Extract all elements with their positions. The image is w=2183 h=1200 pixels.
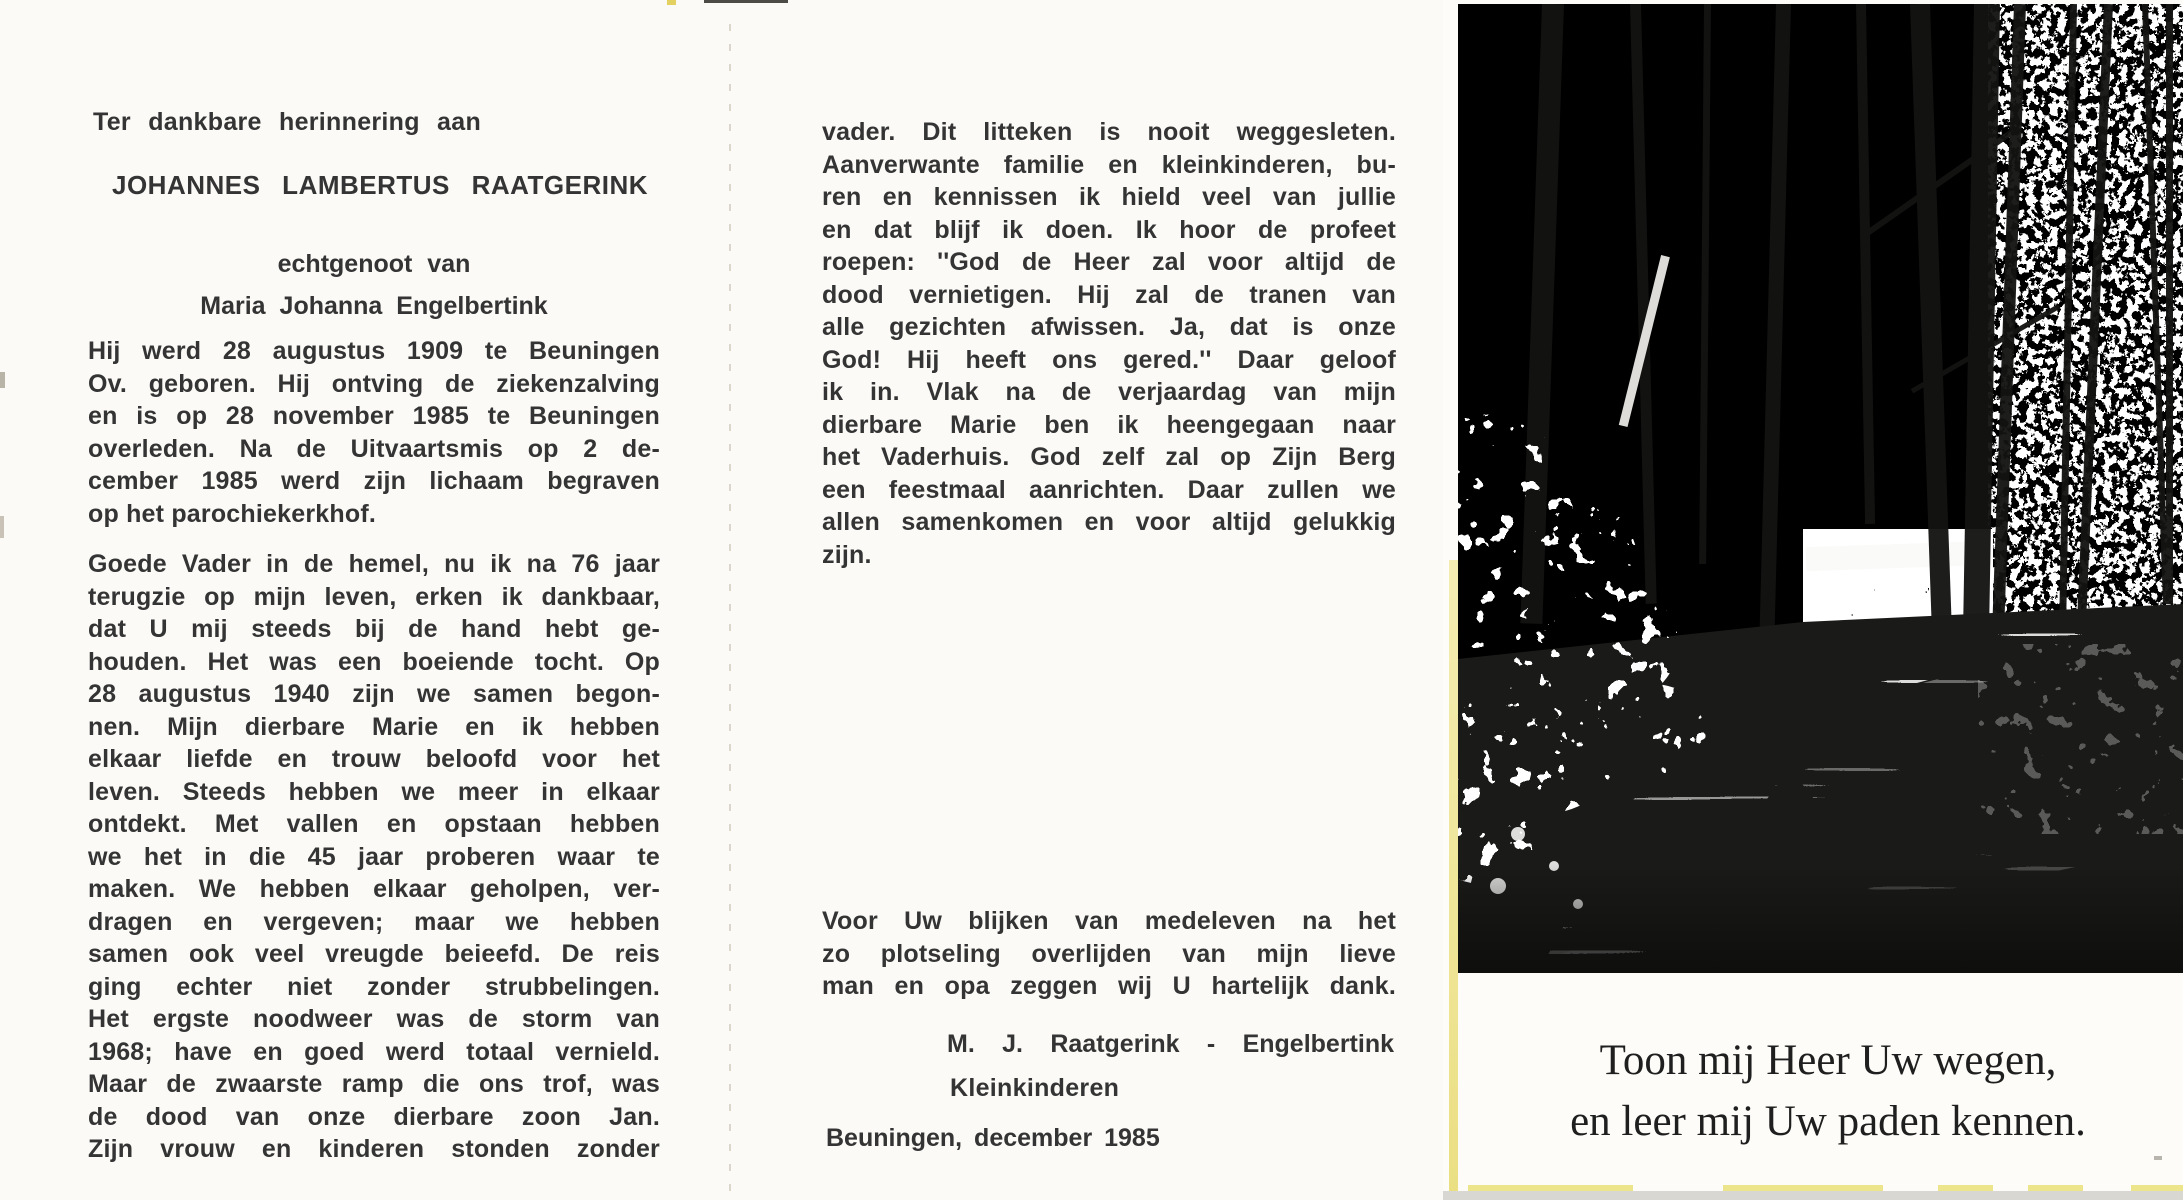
text-line: maken. We hebben elkaar geholpen, ver- (88, 875, 660, 903)
text-line: Voor Uw blijken van medeleven na het (822, 907, 1396, 935)
text-line: Ov. geboren. Hij ontving de ziekenzalving (88, 369, 660, 398)
dedication-line: Ter dankbare herinnering aan (93, 108, 482, 136)
scan-artifact-edge-tick (0, 372, 5, 388)
fold-crease-line (729, 24, 731, 1200)
farewell-paragraph (822, 116, 1396, 571)
biography-paragraph (88, 335, 660, 530)
text-line: allen samenkomen en voor altijd gelukkig (822, 508, 1396, 536)
card-edge-bottom-segment (1938, 1185, 1993, 1191)
card-edge-highlight (1449, 560, 1458, 1192)
text-line: man en opa zeggen wij U hartelijk dank. (822, 972, 1396, 1000)
caption-line-2: en leer mij Uw paden kennen. (1570, 1098, 2086, 1145)
text-line: en is op 28 november 1985 te Beuningen (88, 402, 660, 430)
text-line: Het ergste noodweer was de storm van (88, 1005, 660, 1033)
card-edge-bottom-segment (2028, 1185, 2083, 1191)
text-line: we het in die 45 jaar proberen waar te (88, 842, 660, 871)
text-line: roepen: ''God de Heer zal voor altijd de (822, 248, 1396, 276)
card-edge-bottom-segment (1723, 1185, 1883, 1191)
scan-strip (1443, 1191, 2183, 1200)
text-line: cember 1985 werd zijn lichaam begraven (88, 467, 660, 495)
text-line: en dat blijf ik doen. Ik hoor de profeet (822, 215, 1396, 244)
text-line: God! Hij heeft ons gered.'' Daar geloof (822, 345, 1396, 374)
place-date-line: Beuningen, december 1985 (826, 1124, 1160, 1152)
text-line: nen. Mijn dierbare Marie en ik hebben (88, 712, 660, 741)
signature-grandchildren: Kleinkinderen (950, 1074, 1120, 1102)
text-line: Aanverwante familie en kleinkinderen, bu- (822, 150, 1396, 179)
text-line: leven. Steeds hebben we meer in elkaar (88, 777, 660, 806)
signature-widow: M. J. Raatgerink - Engelbertink (947, 1030, 1394, 1058)
text-line: ik in. Vlak na de verjaardag van mijn (822, 378, 1396, 406)
text-line: dat U mij steeds bij de hand hebt ge- (88, 615, 660, 643)
text-line: vader. Dit litteken is nooit weggesleten. (822, 118, 1396, 146)
card-edge-bottom-segment (1468, 1185, 1633, 1191)
caption-line-1: Toon mij Heer Uw wegen, (1599, 1037, 2057, 1084)
text-line: samen ook veel vreugde beieefd. De reis (88, 940, 660, 968)
scan-artifact-top-line (704, 0, 788, 3)
life-retrospective-paragraph (88, 548, 660, 1166)
text-line: dierbare Marie ben ik heengegaan naar (822, 410, 1396, 439)
text-line: Zijn vrouw en kinderen stonden zonder (88, 1135, 660, 1163)
text-line: zijn. (822, 540, 872, 569)
photo-card-panel (1443, 0, 2183, 1200)
thanks-paragraph (822, 905, 1396, 1003)
text-line: ren en kennissen ik hield veel van jullie (822, 183, 1396, 211)
text-line: het Vaderhuis. God zelf zal op Zijn Berg (822, 443, 1396, 471)
relation-line: echtgenoot van (277, 250, 471, 278)
scan-artifact-dot (2154, 1156, 2162, 1160)
forest-path-photo (1458, 4, 2183, 973)
scan-artifact-edge-tick (0, 516, 4, 538)
photo-caption (1538, 1030, 2118, 1152)
text-line: terugzie op mijn leven, erken ik dankbaar, (88, 582, 660, 611)
text-line: 28 augustus 1940 zijn we samen begon- (88, 680, 660, 708)
text-line: ging echter niet zonder strubbelingen. (88, 972, 660, 1001)
text-line: dood vernietigen. Hij zal de tranen van (822, 280, 1396, 309)
scan-artifact-speck (667, 0, 676, 5)
text-line: ontdekt. Met vallen en opstaan hebben (88, 810, 660, 838)
text-line: op het parochiekerkhof. (88, 499, 376, 528)
text-line: elkaar liefde en trouw beloofd voor het (88, 745, 660, 773)
left-panel (88, 0, 660, 1200)
text-line: houden. Het was een boeiende tocht. Op (88, 647, 660, 676)
card-edge-bottom-segment (2131, 1185, 2183, 1191)
middle-panel (822, 0, 1396, 1200)
text-line: overleden. Na de Uitvaartsmis op 2 de- (88, 434, 660, 463)
text-line: Hij werd 28 augustus 1909 te Beuningen (88, 337, 660, 365)
deceased-name: JOHANNES LAMBERTUS RAATGERINK (112, 170, 648, 200)
text-line: 1968; have en goed werd totaal vernield. (88, 1037, 660, 1066)
text-line: Goede Vader in de hemel, nu ik na 76 jaar (88, 550, 660, 578)
text-line: alle gezichten afwissen. Ja, dat is onze (822, 313, 1396, 341)
text-line: Maar de zwaarste ramp die ons trof, was (88, 1070, 660, 1098)
text-line: een feestmaal aanrichten. Daar zullen we (822, 475, 1396, 504)
text-line: dragen en vergeven; maar we hebben (88, 907, 660, 936)
text-line: de dood van onze dierbare zoon Jan. (88, 1102, 660, 1131)
spouse-name: Maria Johanna Engelbertink (200, 292, 548, 320)
text-line: zo plotseling overlijden van mijn lieve (822, 939, 1396, 968)
